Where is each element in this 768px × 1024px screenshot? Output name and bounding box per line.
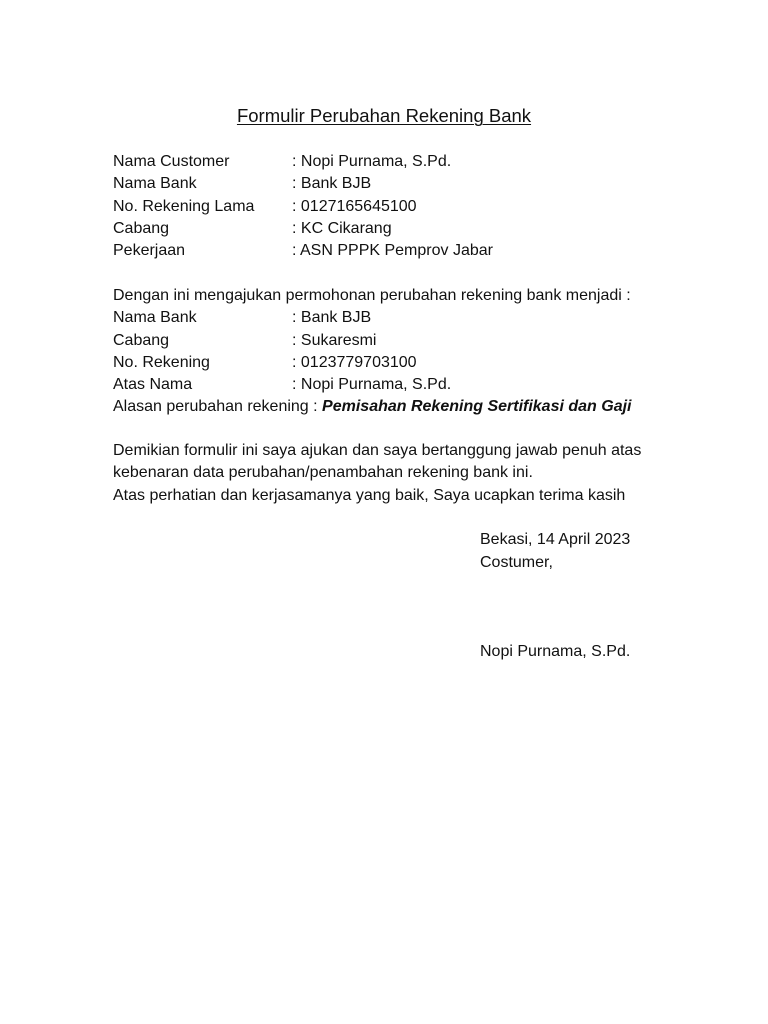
field-label: Pekerjaan bbox=[113, 242, 186, 260]
request-intro: Dengan ini mengajukan permohonan perubahan rekening bank menjadi : bbox=[113, 287, 631, 304]
field-value: : Bank BJB bbox=[292, 309, 372, 327]
field-value: : Nopi Purnama, S.Pd. bbox=[292, 153, 452, 170]
reason-value: Pemisahan Rekening Sertifikasi dan Gaji bbox=[322, 398, 632, 416]
field-label: Nama Customer bbox=[113, 153, 230, 170]
field-label: Cabang bbox=[113, 219, 170, 237]
field-value: : 0123779703100 bbox=[292, 353, 417, 371]
field-row-bank-name bbox=[113, 173, 693, 195]
old-account-details bbox=[113, 151, 693, 262]
field-label: Atas Nama bbox=[113, 376, 193, 394]
field-value: : KC Cikarang bbox=[292, 219, 392, 237]
field-label: Nama Bank bbox=[113, 175, 197, 193]
signature-header bbox=[480, 529, 630, 574]
field-value: : Nopi Purnama, S.Pd. bbox=[292, 376, 452, 394]
field-row-customer-name bbox=[113, 151, 693, 173]
new-account-details bbox=[113, 285, 693, 419]
field-value: : ASN PPPK Pemprov Jabar bbox=[292, 242, 493, 260]
document-title: Formulir Perubahan Rekening Bank bbox=[236, 105, 532, 126]
closing-line: kebenaran data perubahan/penambahan rekening bank ini. bbox=[113, 464, 533, 482]
field-label: Nama Bank bbox=[113, 309, 197, 327]
closing-line: Atas perhatian dan kerjasamanya yang baik, Saya ucapkan terima kasih bbox=[113, 486, 626, 504]
signer-name: Nopi Purnama, S.Pd. bbox=[480, 643, 631, 660]
field-row-new-branch bbox=[113, 330, 693, 352]
closing-line: Demikian formulir ini saya ajukan dan saya bertanggung jawab penuh atas bbox=[113, 442, 642, 459]
closing-statement bbox=[113, 440, 693, 507]
reason-line bbox=[113, 396, 693, 418]
field-label: Cabang bbox=[113, 331, 170, 349]
field-row-new-account-number bbox=[113, 352, 693, 374]
field-row-branch bbox=[113, 218, 693, 240]
field-label: No. Rekening bbox=[113, 353, 210, 371]
field-row-occupation bbox=[113, 240, 693, 262]
field-row-old-account-number bbox=[113, 196, 693, 218]
field-row-new-bank-name bbox=[113, 307, 693, 329]
reason-label: Alasan perubahan rekening : bbox=[113, 398, 323, 416]
field-value: : 0127165645100 bbox=[292, 197, 417, 215]
field-value: : Bank BJB bbox=[292, 175, 372, 193]
place-date: Bekasi, 14 April 2023 bbox=[480, 531, 631, 548]
field-value: : Sukaresmi bbox=[292, 331, 377, 349]
field-row-account-holder bbox=[113, 374, 693, 396]
field-label: No. Rekening Lama bbox=[113, 197, 255, 215]
signer-role: Costumer, bbox=[480, 553, 553, 571]
